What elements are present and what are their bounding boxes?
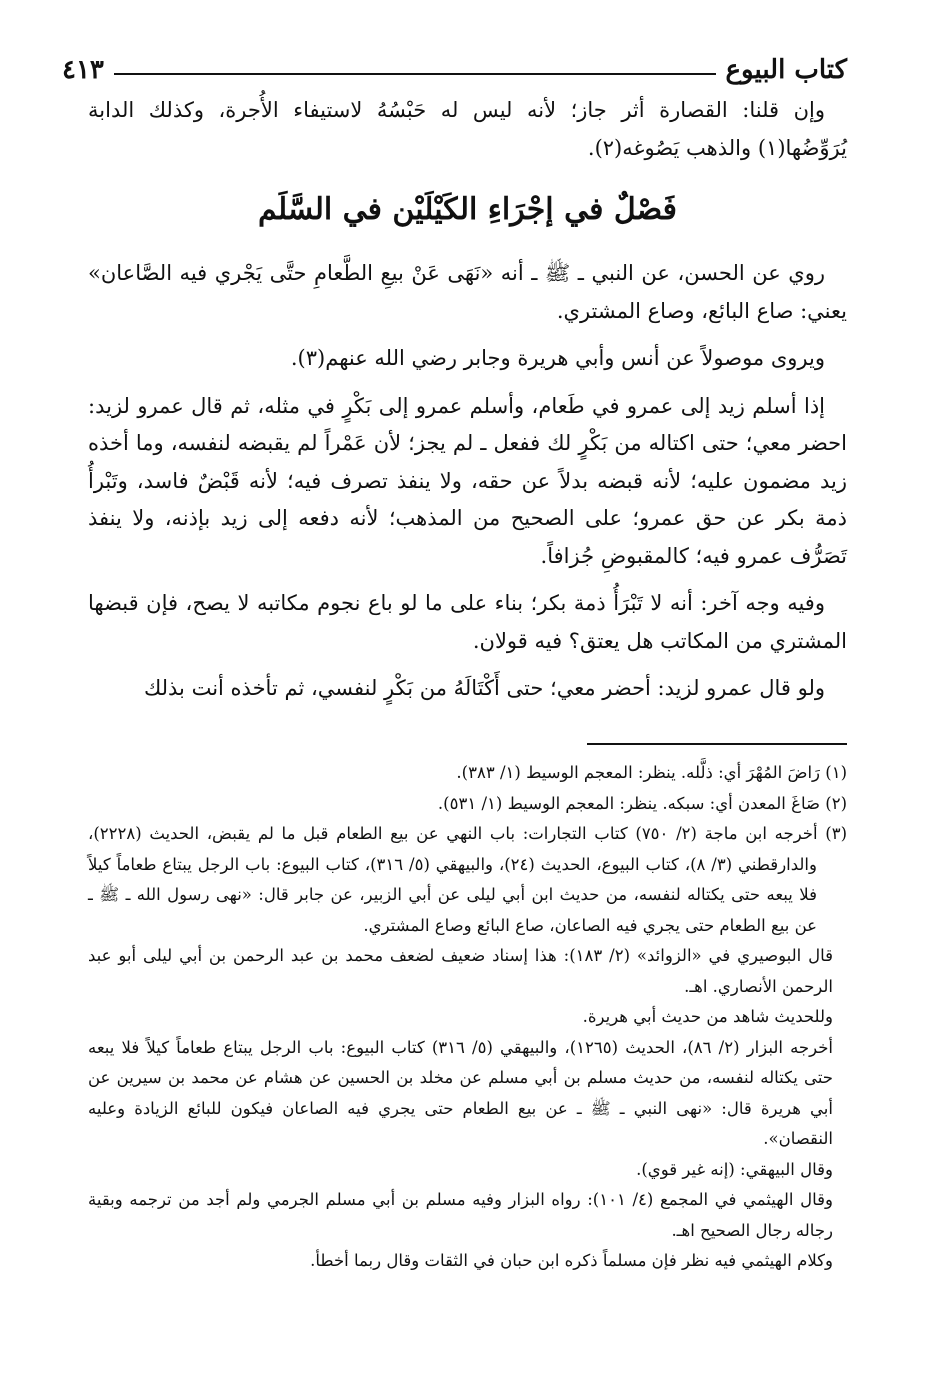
footnote-1: (١) رَاضَ المُهْرَ أي: ذلَّله. ينظر: المعجم الوسيط (١/ ٣٨٣).	[456, 763, 847, 782]
footnote-3-haythami: وقال الهيثمي في المجمع (٤/ ١٠١): رواه البزار وفيه مسلم بن أبي مسلم الجرمي ولم أجد من ترجمه وبقية رجاله رجال الصحيح اهـ.	[88, 1190, 833, 1240]
footnote-3-comment: وكلام الهيثمي فيه نظر فإن مسلماً ذكره ابن حبان في الثقات وقال ربما أخطأ.	[310, 1251, 833, 1270]
paragraph-5: وفيه وجه آخر: أنه لا تَبْرَأُ ذمة بكر؛ بناء على ما لو باع نجوم مكاتبه لا يصح، فإن قبضها المشتري من المكاتب هل يعتق؟ فيه قولان.	[88, 591, 847, 653]
main-text	[88, 92, 847, 718]
paragraph-3: ويروى موصولاً عن أنس وأبي هريرة وجابر رضي الله عنهم(٣).	[290, 346, 825, 370]
page-header	[62, 50, 847, 90]
paragraph-4: إذا أسلم زيد إلى عمرو في طَعام، وأسلم عمرو إلى بَكْرٍ في مثله، ثم قال عمرو لزيد: احضر معي؛ حتى اكتاله من بَكْرٍ لك ففعل ـ لم يجز؛ لأن عَمْراً لم يقبضه لنفسه، وما أخذه زيد مضمون عليه؛ لأنه قبضه بدلاً عن حقه، ولا ينفذ تصرف فيه؛ لأنه قَبْضٌ فاسد، وتَبْرأُ ذمة بكر عن حق عمرو؛ على الصحيح من المذهب؛ لأنه دفعه إلى زيد بإذنه، ولا ينفذ تَصَرُّف عمرو فيه؛ كالمقبوضِ جُزافاً.	[88, 393, 847, 568]
footnote-3-bayhaqi: وقال البيهقي: (إنه غير قوي).	[636, 1159, 833, 1179]
footnote-separator	[587, 743, 847, 745]
footnote-3-bazzar: أخرجه البزار (٢/ ٨٦)، الحديث (١٢٦٥)، والبيهقي (٥/ ٣١٦) كتاب البيوع: باب الرجل يبتاع طعاماً كيلاً فلا يبعه حتى يكتاله لنفسه، من حديث مسلم بن أبي مسلم عن مخلد بن الحسين عن هشام عن محمد بن سيرين عن أبي هريرة قال: «نهى النبي ـ ﷺ ـ عن بيع الطعام حتى يجري فيه الصاعان فيكون للبائع الزيادة وعليه النقصان».	[88, 1037, 834, 1148]
footnotes	[88, 758, 847, 1277]
paragraph-1: وإن قلنا: القصارة أثر جاز؛ لأنه ليس له حَبْسُهُ لاستيفاء الأُجرة، وكذلك الدابة يُرَوِّضُها(١) والذهب يَصُوغه(٢).	[88, 98, 847, 160]
running-head: كتاب البيوع	[725, 55, 847, 85]
section-heading: فَصْلٌ في إجْرَاءِ الكَيْلَيْن في السَّلَم	[258, 192, 677, 227]
footnote-2: (٢) صَاغَ المعدن أي: سبكه. ينظر: المعجم الوسيط (١/ ٥٣١).	[437, 793, 847, 813]
header-rule	[114, 73, 716, 75]
footnote-3-busiri: قال البوصيري في «الزوائد» (٢/ ١٨٣): هذا إسناد ضعيف لضعف محمد بن عبد الرحمن بن أبي ليلى أبو عبد الرحمن الأنصاري. اهـ.	[88, 946, 834, 996]
paragraph-6: ولو قال عمرو لزيد: أحضر معي؛ حتى أَكْتَالَهُ من بَكْرٍ لنفسي، ثم تأخذه أنت بذلك	[143, 676, 825, 700]
page-number: ٤١٣	[62, 55, 104, 85]
footnote-3-witness: وللحديث شاهد من حديث أبي هريرة.	[582, 1007, 833, 1026]
paragraph-2: روي عن الحسن، عن النبي ـ ﷺ ـ أنه «نَهَى عَنْ بيعِ الطَّعامِ حتَّى يَجْري فيه الصَّاعان» يعني: صاع البائع، وصاع المشتري.	[88, 261, 847, 323]
footnote-3: (٣) أخرجه ابن ماجة (٢/ ٧٥٠) كتاب التجارات: باب النهي عن بيع الطعام قبل ما لم يقبض، الحديث (٢٢٢٨)، والدارقطني (٣/ ٨)، كتاب البيوع، الحديث (٢٤)، والبيهقي (٥/ ٣١٦)، كتاب البيوع: باب الرجل يبتاع طعاماً كيلاً فلا يبعه حتى يكتاله لنفسه، من حديث ابن أبي ليلى عن أبي الزبير، عن جابر قال: «نهى رسول الله ـ ﷺ ـ عن بيع الطعام حتى يجري فيه الصاعان، صاع البائع وصاع المشتري.	[88, 824, 848, 935]
